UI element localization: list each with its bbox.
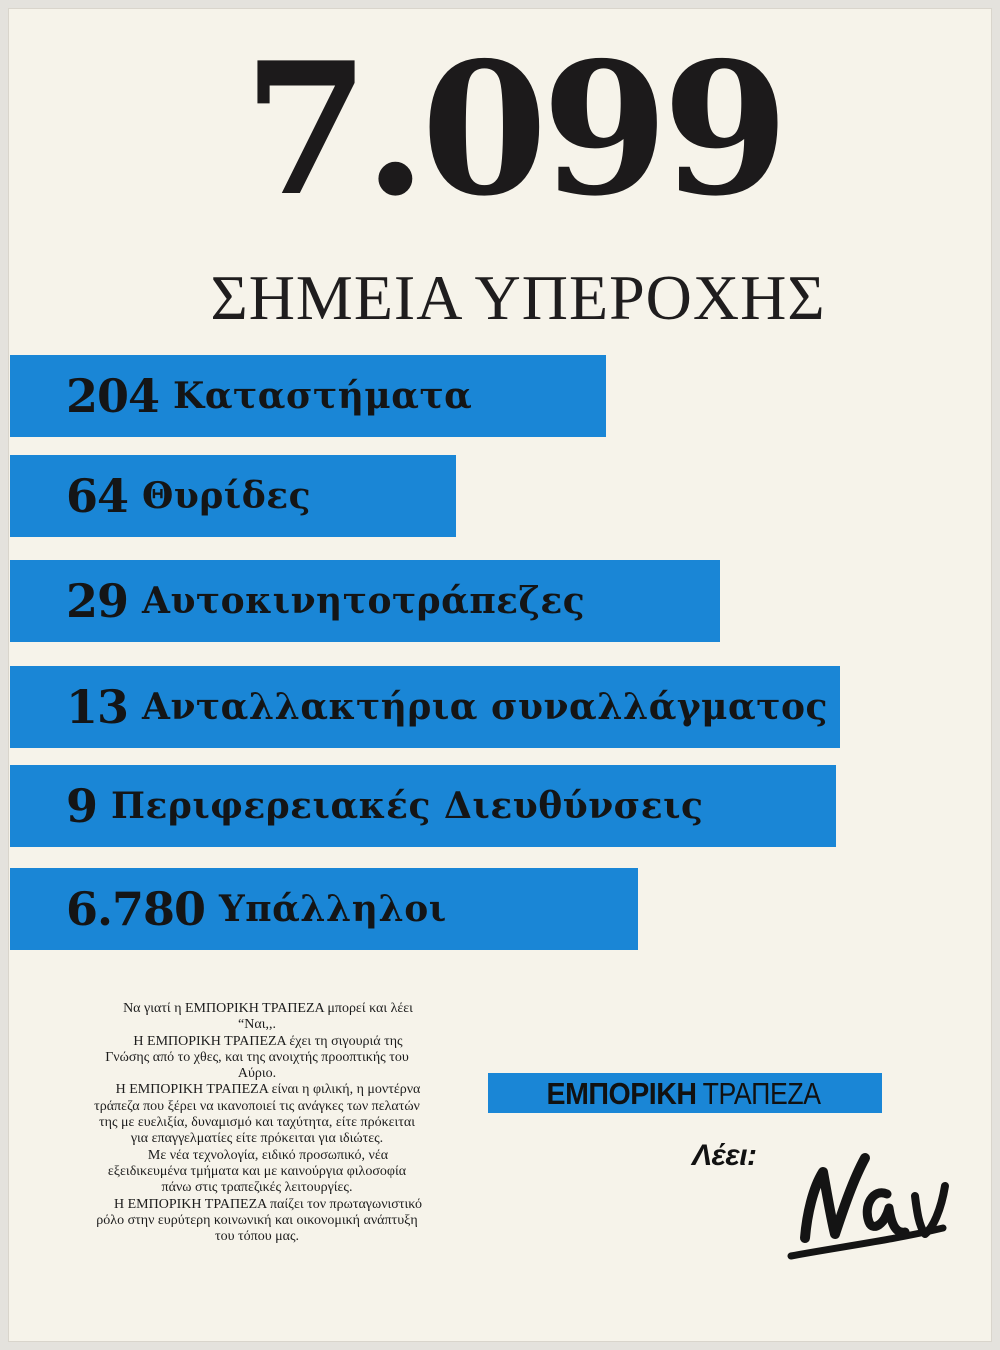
body-copy (92, 1001, 422, 1245)
stat-number: 6.780 (66, 882, 206, 936)
stat-label: Υπάλληλοι (219, 888, 447, 930)
stat-bar-employees (10, 868, 638, 950)
body-paragraph: Η ΕΜΠΟΡΙΚΗ ΤΡΑΠΕΖΑ έχει τη σιγουριά της Γνώσης από το χθες, και της ανοιχτής προοπτικής του Αύριο. (105, 1033, 409, 1082)
bank-logo (488, 1073, 882, 1113)
bank-logo-bold: ΕΜΠΟΡΙΚΗ (546, 1075, 697, 1111)
stat-label: Περιφερειακές Διευθύνσεις (111, 785, 704, 827)
body-paragraph: Να γιατί η ΕΜΠΟΡΙΚΗ ΤΡΑΠΕΖΑ μπορεί και λέει “Ναι,,. (123, 1001, 413, 1033)
stat-bar-exchange-offices (10, 666, 840, 748)
stat-label: Αυτοκινητοτράπεζες (142, 580, 586, 622)
handwritten-nai-signature (783, 1136, 953, 1266)
body-paragraph: Η ΕΜΠΟΡΙΚΗ ΤΡΑΠΕΖΑ είναι η φιλική, η μοντέρνα τράπεζα που ξέρει να ικανοποιεί τις ανάγκες των πελατών της με ευελιξία, δυναμισμό και ταχύτητα, είτε πρόκειται για επαγγελματίες είτε πρόκειται για ιδιώτες. (94, 1082, 421, 1147)
stat-bar-branches (10, 355, 606, 437)
advertisement-page (8, 8, 992, 1342)
stat-number: 29 (66, 574, 129, 628)
stat-number: 204 (66, 369, 160, 423)
stat-number: 13 (66, 680, 129, 734)
stat-bar-mobile-banks (10, 560, 720, 642)
stat-label: Θυρίδες (142, 475, 312, 517)
stat-number: 9 (66, 779, 98, 833)
headline-number: 7.099 (243, 22, 783, 236)
says-label: Λέει: (692, 1139, 757, 1172)
stat-bar-regional-directorates (10, 765, 836, 847)
headline-subtitle: ΣΗΜΕΙΑ ΥΠΕΡΟΧΗΣ (210, 262, 826, 333)
body-paragraph: Η ΕΜΠΟΡΙΚΗ ΤΡΑΠΕΖΑ παίζει τον πρωταγωνιστικό ρόλο στην ευρύτερη κοινωνική και οικονομική ανάπτυξη του τόπου μας. (96, 1196, 422, 1245)
stat-bar-safe-deposit (10, 455, 456, 537)
stat-label: Καταστήματα (173, 375, 473, 417)
stat-label: Ανταλλακτήρια συναλλάγματος (142, 686, 828, 728)
body-paragraph: Με νέα τεχνολογία, ειδικό προσωπικό, νέα εξειδικευμένα τμήματα και με καινούργια φιλοσοφία πάνω στις τραπεζικές λειτουργίες. (107, 1147, 407, 1196)
bank-logo-light: ΤΡΑΠΕΖΑ (702, 1075, 821, 1111)
stat-number: 64 (66, 469, 129, 523)
